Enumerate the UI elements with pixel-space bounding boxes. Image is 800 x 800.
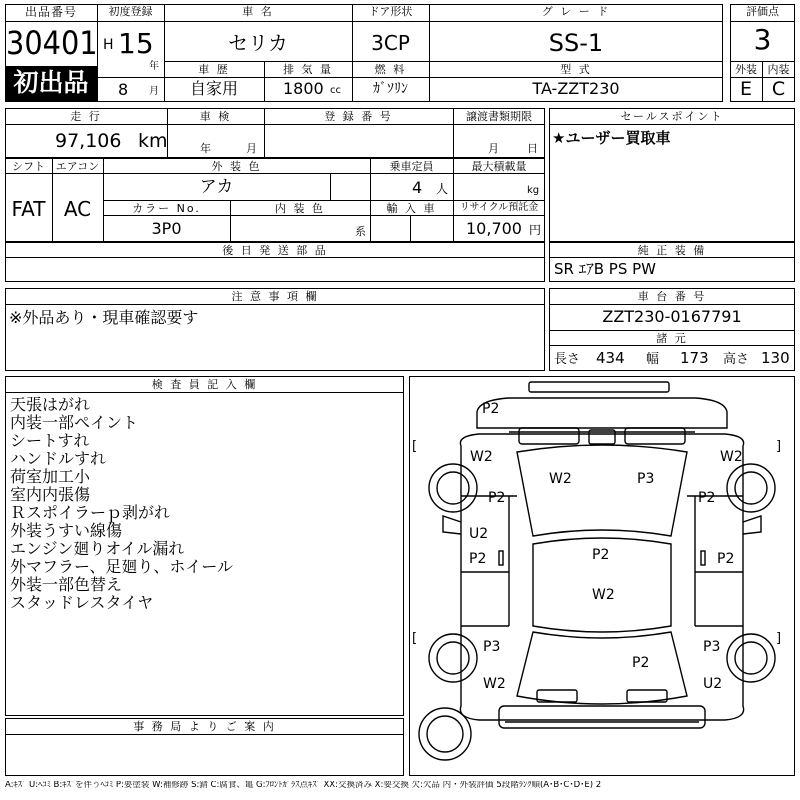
mileage-label: 走 行 [70,110,102,123]
inspector-item: 室内内張傷 [10,485,91,504]
caution-label: 注 意 事 項 欄 [231,290,319,303]
fuel-label: 燃 料 [374,63,407,76]
inspector-label: 検 査 員 記 入 欄 [151,378,258,391]
recycle: 10,700 [466,219,522,238]
inspector-item: 外装一部色替え [10,575,123,594]
inspector-item: シートすれ [10,431,90,450]
mark-roof-p2: P2 [592,547,610,563]
bracket-left-top: [ [412,439,418,454]
ext-color: アカ [199,177,234,197]
inspector-item: 荷室加工小 [10,467,91,486]
capacity: 4 [412,178,423,197]
bracket-left-bottom: [ [412,631,418,646]
mark-hood-p2: P2 [482,401,500,417]
mileage-unit: km [138,130,168,152]
capacity-unit: 人 [436,182,449,196]
mark-right-front-p2: P2 [698,490,716,506]
sales-point-label: セールスポイント [620,110,724,123]
model-code: TA-ZZT230 [532,79,620,98]
displacement-label: 排 気 量 [283,63,333,76]
inspector-item: 外装うすい線傷 [10,521,123,540]
mark-left-rear-w2: W2 [483,676,506,692]
era: H [103,37,114,53]
mark-left-front-p2: P2 [488,490,506,506]
mark-front-left-fender-w2: W2 [470,449,493,465]
length-label: 長さ [554,352,581,367]
mark-left-rear-p3: P3 [483,639,501,655]
lot-no-label: 出品番号 [24,5,77,19]
inspection-label: 車 検 [199,110,232,123]
width: 173 [680,349,709,367]
displacement-unit: cc [330,85,341,96]
inspector-item: エンジン廻りオイル漏れ [10,539,185,558]
car-name-label: 車 名 [242,5,274,18]
transfer-month-unit: 月 [488,142,499,155]
capacity-label: 乗車定員 [389,160,434,173]
first-reg-label: 初度登録 [108,5,153,18]
reg-no-label: 登 録 番 号 [324,110,393,123]
bracket-right-bottom: ] [776,631,782,646]
mileage: 97,106 [55,130,122,152]
shift-label: シフト [12,160,45,173]
mark-windshield-p3: P3 [637,471,655,487]
bracket-right-top: ] [776,439,782,454]
mark-left-door-u2: U2 [469,526,489,542]
first-listing-text: 初出品 [13,68,89,97]
dims-label: 諸 元 [656,332,688,345]
mark-trunk-p2: P2 [632,655,650,671]
displacement: 1800 [283,79,324,98]
caution: ※外品あり・現車確認要す [9,308,199,327]
int-color-unit: 系 [355,225,366,238]
max-load-unit: kg [527,185,540,196]
import-label: 輸 入 車 [386,202,437,215]
mark-roof-w2: W2 [592,587,615,603]
ac-label: エアコン [55,160,100,173]
recycle-unit: 円 [529,223,542,237]
inspector-item: ハンドルすれ [10,449,107,468]
chassis-label: 車 台 番 号 [637,290,707,303]
mark-left-door-p2: P2 [469,551,487,567]
chassis-no: ZZT230-0167791 [602,307,742,326]
mark-windshield-w2: W2 [549,471,572,487]
shift: FAT [11,197,46,221]
inspection-year-unit: 年 [200,142,211,155]
car-diagram [409,376,795,776]
history-label: 車 歴 [198,63,230,76]
legend: A:ｷｽﾞ U:ﾍｺﾐ B:ｷｽﾞを伴うﾍｺﾐ P:要塗装 W:補修跡 S:錆 C:腐食、亀 G:ﾌﾛﾝﾄｶﾞﾗｽ点ｷｽﾞ XX:交換済み X:要交換 欠:欠品 内・外装評価 5段階ﾗﾝｸ順(A･B･C･D･E) 2 [5,781,602,790]
door-label: ドア形状 [368,5,413,18]
history: 自家用 [189,79,238,98]
year-unit: 年 [149,61,159,72]
ac: AC [63,197,92,221]
interior-label: 内装 [767,63,790,76]
score-label: 評価点 [746,5,779,18]
width-label: 幅 [646,352,660,367]
transfer-label: 譲渡書類期限 [466,110,532,123]
door-type: 3CP [371,31,410,55]
car-name: セリカ [228,31,288,55]
inspection-month-unit: 月 [246,142,257,155]
later-parts-label: 後 日 発 送 部 品 [222,244,328,257]
reg-month: 8 [118,80,129,99]
equipment-label: 純 正 装 備 [637,244,707,257]
inspector-item: 外マフラー、足廻り、ホイール [10,557,234,576]
recycle-label: リサイクル預託金 [459,202,539,213]
sales-point: ★ユーザー買取車 [552,129,671,147]
score: 3 [753,23,772,56]
mark-right-door-p2: P2 [717,551,735,567]
max-load-label: 最大積載量 [471,160,527,173]
color-no: 3P0 [151,219,182,238]
int-color-label: 内 装 色 [275,202,325,215]
model-label: 型 式 [560,63,592,76]
exterior-label: 外装 [735,63,757,76]
mark-right-rear-u2: U2 [703,676,723,692]
mark-right-rear-p3: P3 [703,639,721,655]
equipment: SR ｴｱB PS PW [554,260,656,278]
exterior-grade: E [739,78,752,100]
inspector-list [10,396,400,612]
inspector-item: スタッドレスタイヤ [10,593,154,612]
month-unit: 月 [149,86,159,97]
transfer-day-unit: 日 [527,142,538,155]
height-label: 高さ [723,352,750,367]
color-no-label: カラー No. [132,202,201,215]
reg-year: 15 [118,27,154,60]
mark-front-right-fender-w2: W2 [720,449,743,465]
length: 434 [596,349,625,367]
inspector-item: 内装一部ペイント [10,413,139,432]
grade-label: グ レ ー ド [541,5,611,18]
fuel: ｶﾞｿﾘﾝ [373,81,408,97]
lot-no: 30401 [6,24,98,62]
interior-grade: C [771,78,786,100]
height: 130 [761,349,790,367]
inspector-item: 天張はがれ [10,395,91,414]
grade: SS-1 [548,29,604,57]
office-label: 事 務 局 よ り ご 案 内 [133,720,276,733]
ext-color-label: 外 装 色 [211,160,262,173]
inspector-item: Ｒスポイラーｐ剥がれ [10,503,171,522]
